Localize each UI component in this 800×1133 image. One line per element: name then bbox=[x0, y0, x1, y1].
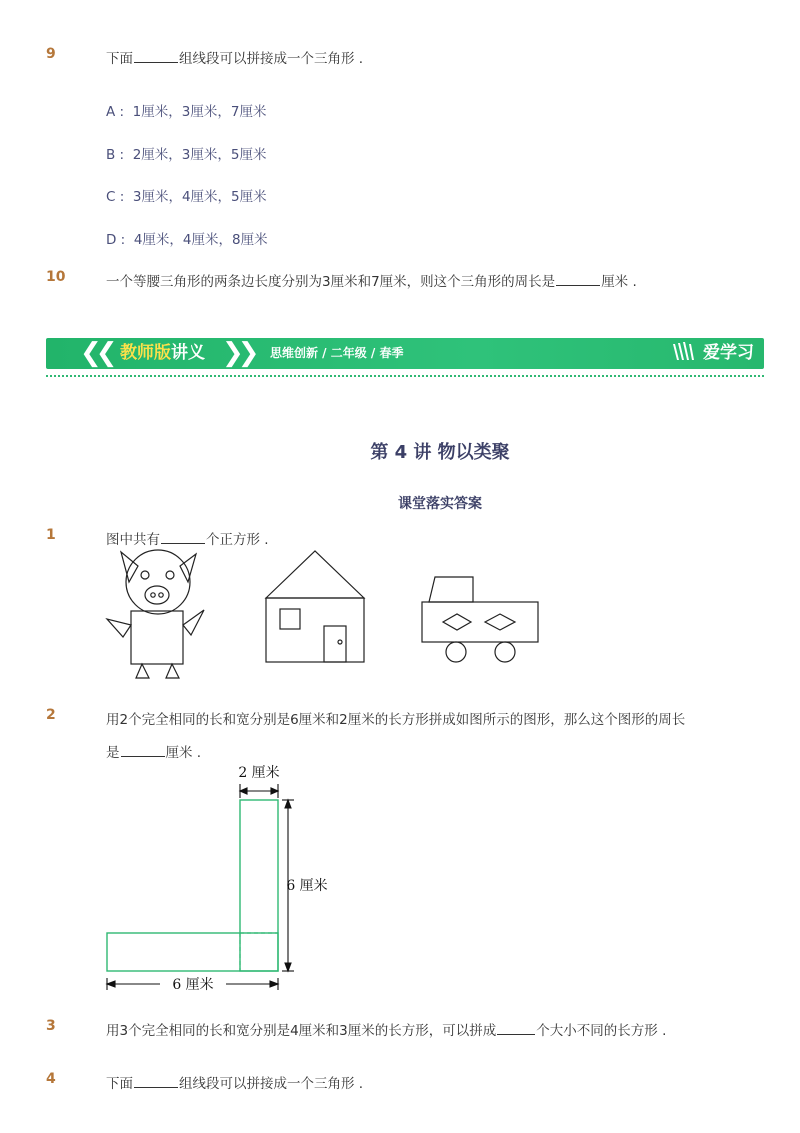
arrowhead-icon bbox=[285, 800, 291, 808]
option-b bbox=[106, 143, 266, 163]
answer-blank bbox=[497, 1033, 535, 1035]
house-wall bbox=[266, 598, 364, 662]
pig-figure bbox=[107, 550, 204, 678]
option-c bbox=[106, 185, 267, 205]
answer-blank bbox=[556, 284, 600, 286]
question-text-line2 bbox=[106, 741, 201, 761]
question-number: 1 bbox=[46, 527, 56, 543]
horizontal-rectangle bbox=[107, 933, 278, 971]
pig-right-foot bbox=[166, 664, 179, 678]
question-suffix: 厘米 . bbox=[165, 745, 202, 761]
question-text-line1: 用2个完全相同的长和宽分别是6厘米和2厘米的长方形拼成如图所示的图形，那么这个图形的周长 bbox=[106, 712, 686, 728]
question-prefix: 用3个完全相同的长和宽分别是4厘米和3厘米的长方形，可以拼成 bbox=[106, 1023, 497, 1039]
pig-body bbox=[131, 611, 183, 664]
question-suffix: 厘米 . bbox=[601, 274, 637, 290]
question-prefix: 图中共有 bbox=[106, 532, 160, 548]
shapes-figure bbox=[100, 548, 560, 683]
bottom-width-label: 6 厘米 bbox=[172, 977, 214, 993]
banner-title-part2: 讲义 bbox=[171, 343, 205, 363]
question-number: 2 bbox=[46, 707, 56, 723]
option-label: B : bbox=[106, 147, 125, 163]
right-height-label: 6 厘米 bbox=[286, 878, 328, 894]
question-text bbox=[106, 47, 363, 67]
truck-wheel-right bbox=[495, 642, 515, 662]
question-prefix: 下面 bbox=[106, 1076, 133, 1092]
answer-blank bbox=[161, 542, 205, 544]
pig-right-ear bbox=[180, 554, 196, 582]
vertical-rectangle bbox=[240, 800, 278, 971]
truck-diamond-right bbox=[485, 614, 515, 630]
pig-nostril-left bbox=[151, 593, 155, 597]
header-banner bbox=[46, 338, 764, 369]
option-label: C : bbox=[106, 189, 125, 205]
option-text: 3厘米，4厘米，5厘米 bbox=[132, 189, 267, 205]
truck-cab bbox=[429, 577, 473, 602]
house-roof bbox=[266, 551, 364, 598]
pig-snout bbox=[145, 586, 169, 604]
l-shape-figure bbox=[100, 760, 360, 1000]
banner-subtitle: 思维创新 / 二年级 / 春季 bbox=[270, 346, 404, 360]
pig-left-eye bbox=[141, 571, 149, 579]
question-text bbox=[106, 528, 269, 548]
option-d bbox=[106, 228, 268, 248]
truck-figure bbox=[422, 577, 538, 662]
banner-divider bbox=[46, 375, 764, 377]
truck-body bbox=[422, 602, 538, 642]
truck-diamond-left bbox=[443, 614, 471, 630]
question-suffix: 个正方形 . bbox=[206, 532, 269, 548]
question-suffix: 个大小不同的长方形 . bbox=[536, 1023, 667, 1039]
banner-title-part1: 教师版 bbox=[120, 343, 171, 363]
top-width-label: 2 厘米 bbox=[238, 765, 280, 781]
question-prefix: 下面 bbox=[106, 51, 133, 67]
answer-blank bbox=[121, 755, 165, 757]
question-prefix: 是 bbox=[106, 745, 120, 761]
question-text bbox=[106, 1019, 666, 1039]
pig-nostril-right bbox=[159, 593, 163, 597]
arrowhead-icon bbox=[107, 981, 115, 987]
question-number: 3 bbox=[46, 1018, 56, 1034]
house-window bbox=[280, 609, 300, 629]
banner-title bbox=[120, 338, 205, 369]
question-number: 9 bbox=[46, 46, 56, 62]
pig-left-arm bbox=[107, 619, 131, 637]
pig-right-eye bbox=[166, 571, 174, 579]
chevron-right-icon: ❯❯ bbox=[222, 338, 254, 368]
answer-blank bbox=[134, 61, 178, 63]
arrowhead-icon bbox=[285, 963, 291, 971]
pig-left-foot bbox=[136, 664, 149, 678]
arrowhead-icon bbox=[271, 788, 278, 794]
question-number: 4 bbox=[46, 1071, 56, 1087]
option-label: D : bbox=[106, 232, 126, 248]
house-door bbox=[324, 626, 346, 662]
pig-right-arm bbox=[183, 610, 204, 635]
arrowhead-icon bbox=[240, 788, 247, 794]
answer-blank bbox=[134, 1086, 178, 1088]
option-text: 2厘米，3厘米，5厘米 bbox=[132, 147, 267, 163]
house-figure bbox=[266, 551, 364, 662]
chevron-left-icon: ❮❮ bbox=[80, 338, 112, 368]
lecture-title: 第 4 讲 物以类聚 bbox=[370, 442, 510, 463]
question-text bbox=[106, 1072, 363, 1092]
logo-text: 爱学习 bbox=[703, 343, 754, 363]
section-title: 课堂落实答案 bbox=[398, 496, 482, 512]
arrowhead-icon bbox=[270, 981, 278, 987]
question-suffix: 组线段可以拼接成一个三角形 . bbox=[179, 51, 364, 67]
truck-wheel-left bbox=[446, 642, 466, 662]
question-suffix: 组线段可以拼接成一个三角形 . bbox=[179, 1076, 364, 1092]
option-label: A : bbox=[106, 104, 125, 120]
door-knob bbox=[338, 640, 342, 644]
question-number: 10 bbox=[46, 269, 66, 285]
option-text: 1厘米，3厘米，7厘米 bbox=[132, 104, 267, 120]
question-text bbox=[106, 270, 637, 290]
option-a bbox=[106, 100, 266, 120]
option-text: 4厘米，4厘米，8厘米 bbox=[133, 232, 268, 248]
logo-icon bbox=[671, 340, 697, 362]
question-prefix: 一个等腰三角形的两条边长度分别为3厘米和7厘米，则这个三角形的周长是 bbox=[106, 274, 556, 290]
brand-logo bbox=[671, 338, 754, 369]
